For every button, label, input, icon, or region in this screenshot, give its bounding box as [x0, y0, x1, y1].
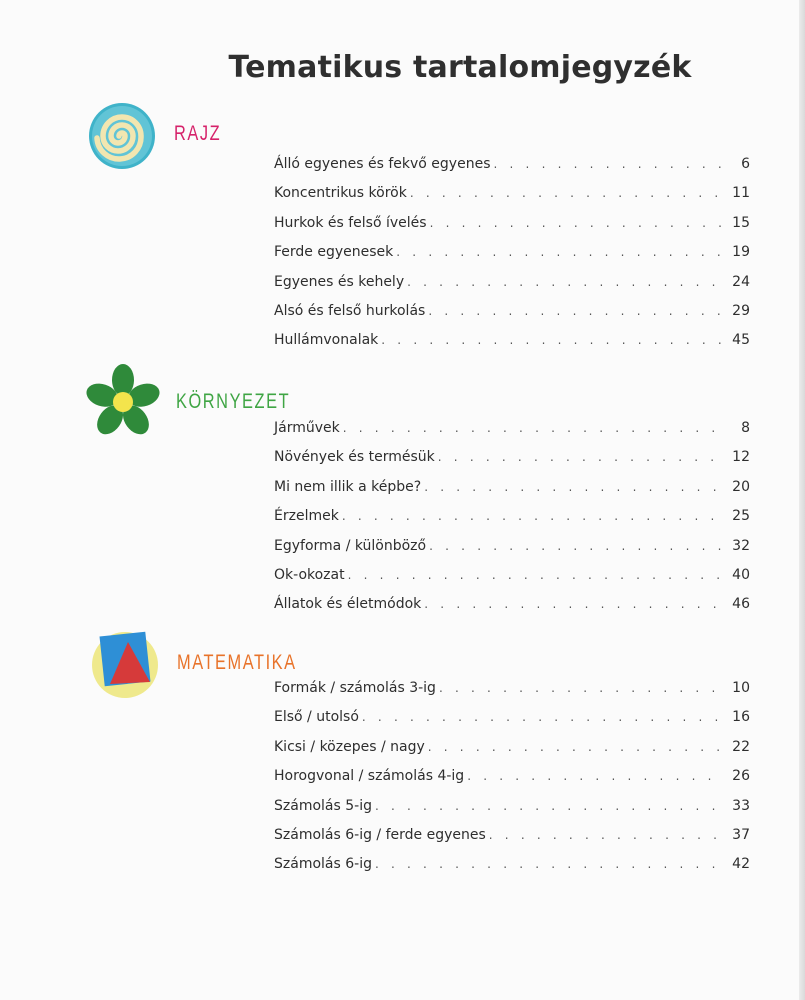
toc-page-number: 46 — [732, 596, 750, 613]
leader-dots — [407, 275, 724, 289]
toc-row[interactable] — [274, 303, 750, 332]
section-heading-rajz: RAJZ — [174, 122, 222, 145]
toc-row[interactable] — [274, 479, 750, 508]
toc-item-title: Alsó és felső hurkolás — [274, 302, 426, 319]
leader-dots — [424, 597, 724, 611]
leader-dots — [396, 245, 724, 259]
flower-icon — [86, 364, 160, 438]
toc-row[interactable] — [274, 274, 750, 303]
toc-item-title: Álló egyenes és fekvő egyenes — [274, 156, 491, 172]
toc-item-title: Járművek — [274, 420, 340, 436]
leader-dots — [430, 216, 724, 230]
toc-row[interactable] — [274, 244, 750, 273]
toc-item-title: Formák / számolás 3-ig — [274, 680, 436, 696]
toc-row[interactable] — [274, 185, 750, 214]
toc-page-number: 19 — [732, 244, 750, 261]
toc-item-title: Ok-okozat — [274, 566, 345, 583]
toc-row[interactable] — [274, 156, 750, 185]
toc-item-title: Számolás 6-ig — [274, 856, 372, 873]
toc-row[interactable] — [274, 567, 750, 596]
toc-page-number: 20 — [732, 478, 750, 495]
toc-row[interactable] — [274, 596, 750, 625]
toc-item-title: Hurkok és felső ívelés — [274, 214, 427, 231]
toc-row[interactable] — [274, 508, 750, 537]
toc-page-number: 11 — [732, 185, 750, 202]
toc-row[interactable] — [274, 856, 750, 885]
toc-page-number: 40 — [732, 566, 750, 583]
toc-row[interactable] — [274, 798, 750, 827]
toc-row[interactable] — [274, 420, 750, 449]
toc-page-number: 22 — [732, 738, 750, 755]
toc-item-title: Számolás 6-ig / ferde egyenes — [274, 826, 486, 843]
toc-page-number: 25 — [732, 508, 750, 525]
toc-page-number: 16 — [732, 709, 750, 726]
leader-dots — [429, 539, 724, 553]
toc-page-number: 24 — [732, 273, 750, 290]
page-edge — [799, 0, 805, 1000]
toc-list-kornyezet — [274, 420, 750, 626]
page-title: Tematikus tartalomjegyzék — [228, 50, 692, 85]
toc-item-title: Növények és termésük — [274, 449, 435, 466]
toc-page-number: 10 — [732, 680, 750, 696]
toc-item-title: Egyforma / különböző — [274, 537, 427, 554]
toc-page-number: 26 — [732, 768, 750, 785]
leader-dots — [438, 450, 724, 464]
toc-page-number: 8 — [741, 420, 750, 436]
toc-item-title: Első / utolsó — [274, 709, 359, 726]
toc-page-number: 6 — [741, 156, 750, 172]
toc-item-title: Ferde egyenesek — [274, 244, 394, 261]
toc-item-title: Mi nem illik a képbe? — [274, 478, 422, 495]
leader-dots — [362, 710, 724, 724]
toc-item-title: Számolás 5-ig — [274, 797, 372, 814]
toc-row[interactable] — [274, 215, 750, 244]
toc-list-matematika — [274, 680, 750, 886]
leader-dots — [343, 421, 724, 435]
section-heading-matematika: MATEMATIKA — [177, 651, 297, 674]
toc-page-number: 42 — [732, 856, 750, 873]
toc-item-title: Koncentrikus körök — [274, 185, 407, 202]
section-heading-kornyezet: KÖRNYEZET — [176, 390, 291, 413]
leader-dots — [381, 333, 724, 347]
toc-row[interactable] — [274, 538, 750, 567]
toc-page-number: 37 — [732, 826, 750, 843]
leader-dots — [489, 828, 724, 842]
toc-row[interactable] — [274, 768, 750, 797]
toc-row[interactable] — [274, 739, 750, 768]
toc-page-number: 45 — [732, 332, 750, 349]
toc-row[interactable] — [274, 680, 750, 709]
toc-page-number: 15 — [732, 214, 750, 231]
leader-dots — [467, 769, 724, 783]
toc-page-number: 33 — [732, 797, 750, 814]
toc-row[interactable] — [274, 709, 750, 738]
toc-list-rajz — [274, 156, 750, 362]
toc-item-title: Érzelmek — [274, 508, 339, 525]
leader-dots — [348, 568, 724, 582]
toc-item-title: Egyenes és kehely — [274, 273, 405, 290]
leader-dots — [342, 509, 724, 523]
spiral-icon — [86, 100, 158, 172]
leader-dots — [439, 681, 724, 695]
leader-dots — [428, 304, 724, 318]
leader-dots — [494, 157, 725, 171]
toc-item-title: Horogvonal / számolás 4-ig — [274, 768, 465, 785]
toc-page-number: 29 — [732, 302, 750, 319]
toc-item-title: Kicsi / közepes / nagy — [274, 738, 425, 755]
toc-item-title: Állatok és életmódok — [274, 596, 422, 613]
shapes-icon — [88, 626, 162, 700]
leader-dots — [375, 799, 724, 813]
toc-page-number: 32 — [732, 537, 750, 554]
toc-row[interactable] — [274, 449, 750, 478]
leader-dots — [410, 186, 724, 200]
toc-item-title: Hullámvonalak — [274, 332, 379, 349]
toc-page-number: 12 — [732, 449, 750, 466]
leader-dots — [375, 857, 724, 871]
leader-dots — [424, 480, 724, 494]
toc-row[interactable] — [274, 827, 750, 856]
leader-dots — [428, 740, 724, 754]
toc-row[interactable] — [274, 332, 750, 361]
